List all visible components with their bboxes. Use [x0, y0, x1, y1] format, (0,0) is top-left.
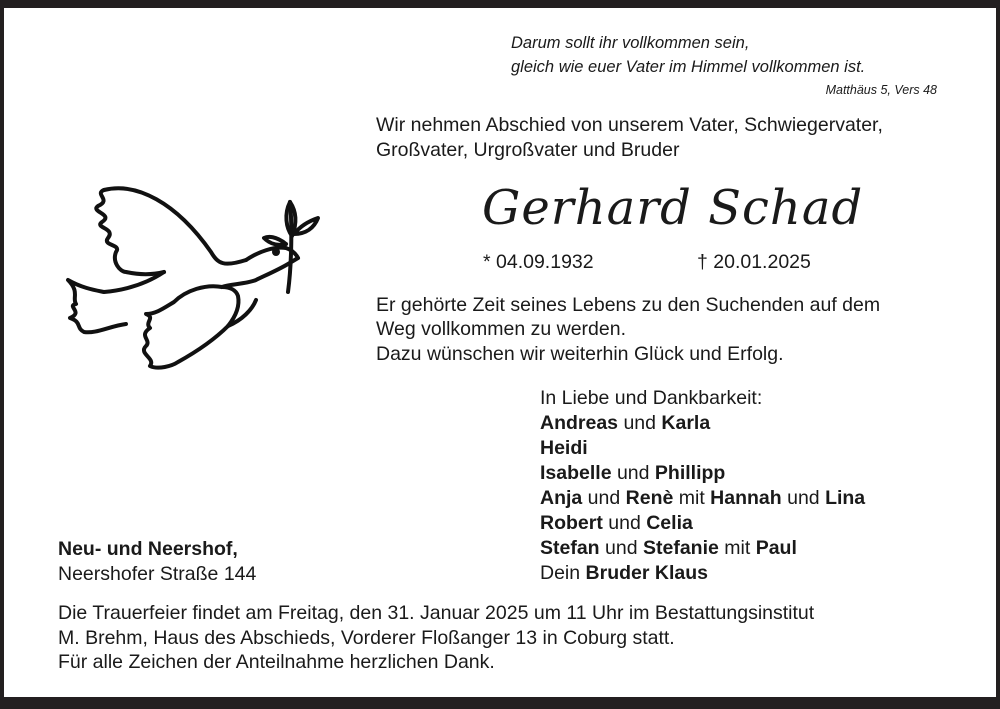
quote-line-1: Darum sollt ihr vollkommen sein,	[511, 34, 750, 52]
mourner-connector: mit	[673, 487, 711, 509]
mourner-connector: und	[618, 412, 662, 434]
dove-with-olive-branch-icon	[46, 172, 326, 392]
mourner-connector: und	[582, 487, 626, 509]
mourner-line	[540, 436, 588, 461]
mourner-connector: mit	[718, 537, 756, 559]
mourner-connector: und	[599, 537, 643, 559]
mourner-name: Isabelle	[540, 462, 612, 484]
funeral-line-2: M. Brehm, Haus des Abschieds, Vorderer Floßanger 13 in Coburg statt.	[58, 627, 675, 649]
mourner-name: Karla	[661, 412, 711, 434]
intro-line-1: Wir nehmen Abschied von unserem Vater, Schwiegervater,	[376, 114, 883, 136]
mourner-name: Hannah	[710, 487, 782, 509]
birth-date: * 04.09.1932	[483, 251, 594, 273]
mourner-connector: und	[611, 462, 655, 484]
mourner-line	[540, 536, 797, 561]
mourner-line	[540, 561, 708, 586]
mourner-name: Stefan	[540, 537, 600, 559]
mourner-line	[540, 461, 725, 486]
address-place: Neu- und Neershof,	[58, 538, 238, 560]
mourner-name: Paul	[755, 537, 797, 559]
mourner-line	[540, 486, 865, 511]
death-date: † 20.01.2025	[697, 251, 811, 273]
tribute-line-1: Er gehörte Zeit seines Lebens zu den Suchenden auf dem	[376, 294, 881, 316]
deceased-name: Gerhard Schad	[482, 180, 864, 236]
mourner-name: Heidi	[540, 437, 588, 459]
quote-line-2: gleich wie euer Vater im Himmel vollkommen ist.	[511, 58, 866, 76]
mourner-connector: und	[602, 512, 647, 534]
mourner-name: Renè	[625, 487, 674, 509]
funeral-line-3: Für alle Zeichen der Anteilnahme herzlichen Dank.	[58, 651, 495, 673]
mourner-name: Stefanie	[642, 537, 719, 559]
address-street: Neershofer Straße 144	[58, 563, 257, 585]
quote-citation: Matthäus 5, Vers 48	[825, 83, 937, 97]
mourner-name: Bruder Klaus	[585, 562, 708, 584]
mourner-name: Anja	[540, 487, 583, 509]
mourner-name: Phillipp	[654, 462, 726, 484]
mourner-line	[540, 511, 693, 536]
tribute-line-3: Dazu wünschen wir weiterhin Glück und Erfolg.	[376, 343, 784, 365]
mourner-name: Lina	[825, 487, 866, 509]
funeral-line-1: Die Trauerfeier findet am Freitag, den 31. Januar 2025 um 11 Uhr im Bestattungsinstitut	[58, 602, 815, 624]
mourner-line	[540, 411, 710, 436]
mourner-connector: Dein	[540, 562, 586, 584]
mourner-name: Celia	[646, 512, 693, 534]
mourner-name: Robert	[540, 512, 603, 534]
intro-line-2: Großvater, Urgroßvater und Bruder	[376, 139, 680, 161]
tribute-line-2: Weg vollkommen zu werden.	[376, 318, 626, 340]
mourner-connector: und	[781, 487, 826, 509]
mourners-heading: In Liebe und Dankbarkeit:	[540, 387, 763, 409]
mourner-name: Andreas	[540, 412, 619, 434]
